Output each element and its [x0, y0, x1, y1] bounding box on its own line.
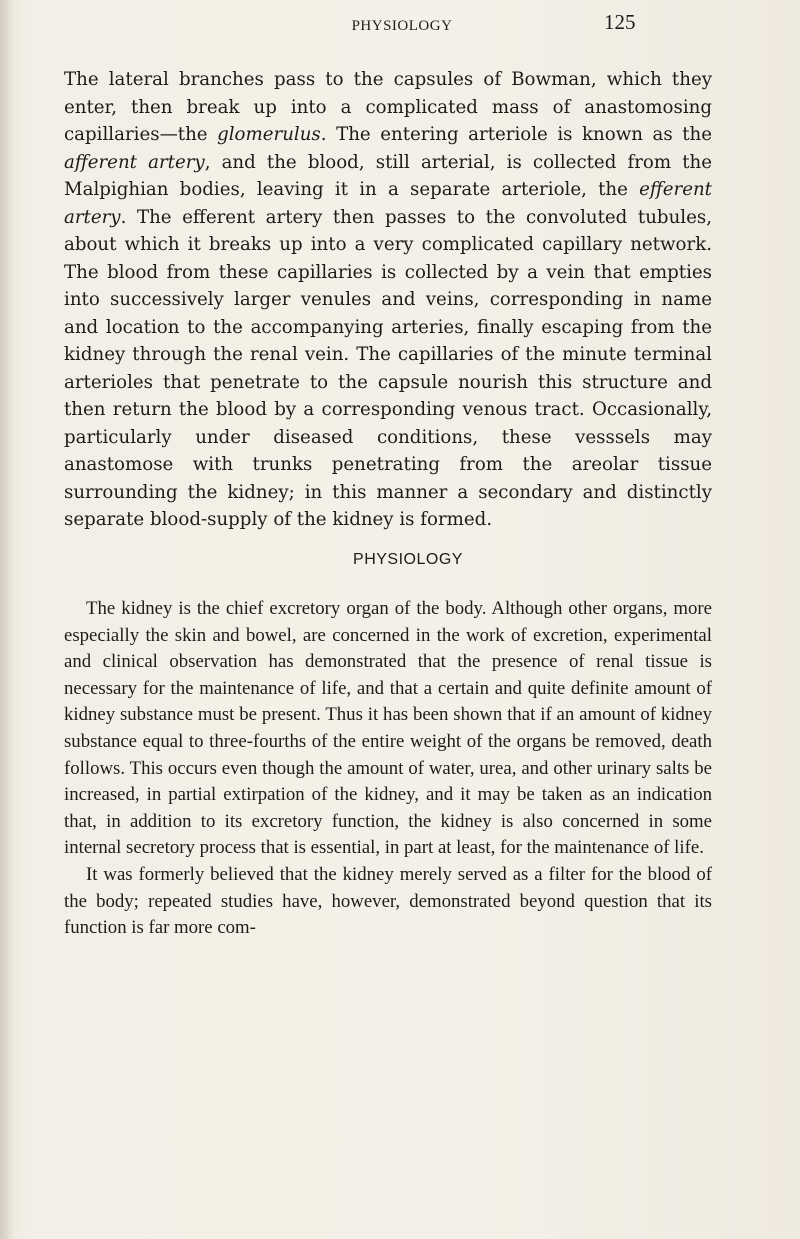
page-number: 125: [604, 10, 636, 34]
term-efferent-artery: efferent artery: [64, 179, 712, 228]
anatomy-paragraph: [64, 66, 712, 534]
anatomy-text-3: , and the blood, still arterial, is collected from the Malpighian bodies, leaving it in a separate arteriole, the: [64, 151, 712, 200]
page-gutter-shadow: [0, 0, 14, 1239]
anatomy-paragraph-block: [64, 66, 712, 534]
physiology-paragraph-2: It was formerly believed that the kidney merely served as a filter for the blood of the body; repeated studies have, however, demonstrated beyond question that its function is far more com-: [64, 863, 712, 939]
section-heading: PHYSIOLOGY: [353, 551, 463, 568]
physiology-section-body: [64, 596, 712, 942]
anatomy-text-4: . The efferent artery then passes to the convoluted tubules, about which it breaks up into a very complicated capillary network. The blood from these capillaries is collected by a vein that empties into successively larger venules and veins, corresponding in name and location to the accompanying arteries, finally escaping from the kidney through the renal vein. The capillaries of the minute terminal arterioles that penetrate to the capsule nourish this structure and then return the blood by a corresponding venous tract. Occasionally, particularly under diseased conditions, these vesssels may anastomose with trunks penetrating from the areolar tissue surrounding the kidney; in this manner a secondary and distinctly separate blood-supply of the kidney is formed.: [64, 206, 712, 530]
running-head: PHYSIOLOGY: [351, 18, 453, 34]
term-afferent-artery: afferent artery: [64, 151, 205, 173]
anatomy-text-2: . The entering arteriole is known as the: [320, 124, 712, 145]
term-glomerulus: glomerulus: [217, 124, 321, 145]
physiology-paragraph-1: The kidney is the chief excretory organ of the body. Although other organs, more especially the skin and bowel, are concerned in the work of excretion, experimental and clinical observation has demonstrated that the presence of renal tissue is necessary for the maintenance of life, and that a certain and quite definite amount of kidney substance must be present. Thus it has been shown that if an amount of kidney substance equal to three-fourths of the entire weight of the organs be removed, death follows. This occurs even though the amount of water, urea, and other urinary salts be increased, in partial extirpation of the kidney, and it may be taken as an indication that, in addition to its excretory function, the kidney is also concerned in some internal secretory process that is essential, in part at least, for the maintenance of life.: [64, 598, 712, 859]
anatomy-text-1: The lateral branches pass to the capsules of Bowman, which they enter, then break up into a complicated mass of anastomosing capillaries—the: [64, 69, 712, 145]
